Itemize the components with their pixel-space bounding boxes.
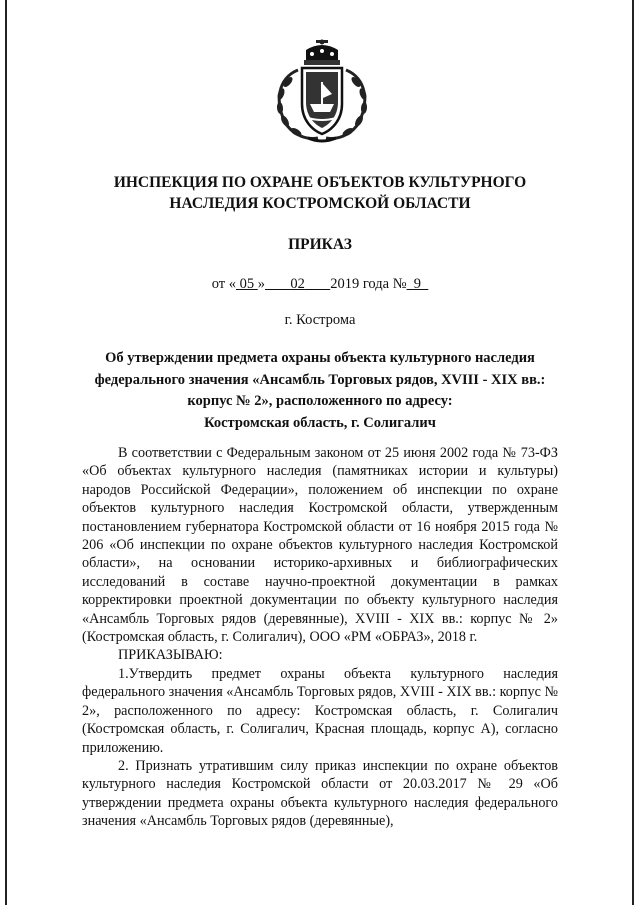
scan-edge-left: [5, 0, 7, 905]
order-item-1: 1.Утвердить предмет охраны объекта культурного наследия федерального значения «Ансамбль Торговых рядов, XVIII - XIX вв.: корпус № 2», расположенного по адресу: Костромская область, г. Солигалич (Костромская область, г. Солигалич, Красная площадь, корпус А), согласно приложению.: [82, 665, 558, 756]
order-date-number-line: [0, 276, 640, 293]
order-item-2: 2. Признать утратившим силу приказ инспекции по охране объектов культурного наследия Костромской области от 20.03.2017 № 29 «Об утверждении предмета охраны объекта культурного наследия федерального значения «Ансамбль Торговых рядов (деревянные),: [82, 757, 558, 830]
date-day-close: »: [257, 276, 265, 292]
subject-line-2: федерального значения «Ансамбль Торговых рядов, XVIII - XIX вв.:: [94, 371, 546, 388]
issue-city: г. Кострома: [284, 312, 356, 328]
order-number: 9: [413, 276, 422, 292]
issuing-authority: [0, 172, 640, 214]
subject-line-1: Об утверждении предмета охраны объекта культурного наследия: [105, 350, 535, 366]
subject-line-3: корпус № 2», расположенного по адресу:: [187, 393, 453, 409]
authority-line-2: НАСЛЕДИЯ КОСТРОМСКОЙ ОБЛАСТИ: [169, 195, 471, 212]
order-body: [82, 444, 558, 831]
order-day: 05: [239, 276, 255, 292]
coat-of-arms-icon: [268, 38, 376, 144]
scan-edge-right: [632, 0, 634, 905]
date-prefix: от «: [211, 276, 236, 292]
order-directive: ПРИКАЗЫВАЮ:: [118, 647, 223, 664]
authority-line-1: ИНСПЕКЦИЯ ПО ОХРАНЕ ОБЪЕКТОВ КУЛЬТУРНОГО: [113, 174, 527, 191]
document-type-title: ПРИКАЗ: [288, 236, 352, 253]
order-month: 02: [290, 276, 305, 292]
order-subject: [92, 348, 548, 434]
subject-line-4: Костромская область, г. Солигалич: [204, 414, 436, 431]
preamble-paragraph: В соответствии с Федеральным законом от 25 июня 2002 года № 73-ФЗ «Об объектах культурного наследия (памятниках истории и культуры) народов Российской Федерации», положением об инспекции по охране объектов культурного наследия Костромской области, утвержденным постановлением губернатора Костромской области от 16 ноября 2015 года № 206 «Об инспекции по охране объектов культурного наследия Костромской области», на основании историко-архивных и библиографических исследований в составе научно-проектной документации в рамках корректировки проектной документации по объекту культурного наследия «Ансамбль Торговых рядов (деревянные), XVIII - XIX вв.: корпус № 2» (Костромская область, г. Солигалич), ООО «РМ «ОБРАЗ», 2018 г.: [82, 445, 558, 646]
order-year: 2019 года №: [330, 276, 407, 292]
